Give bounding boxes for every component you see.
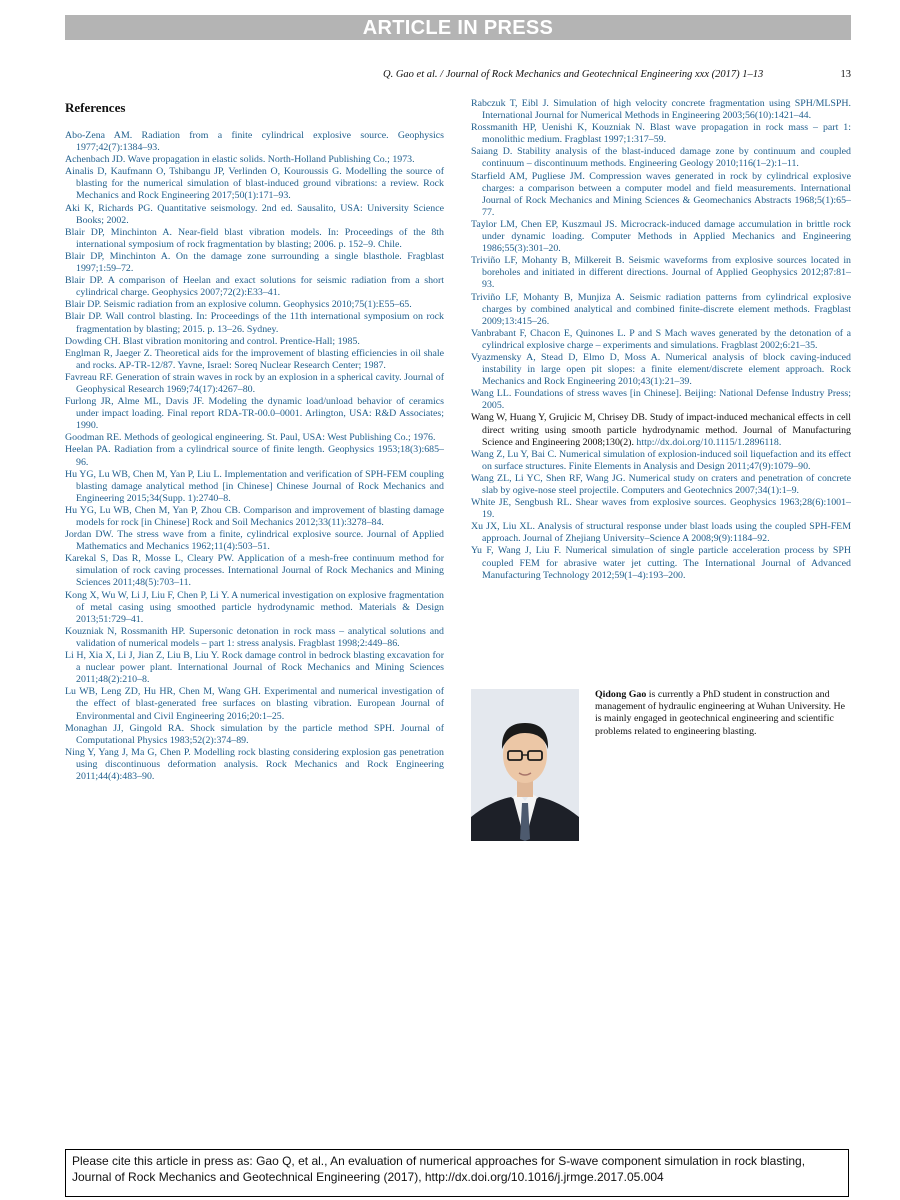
author-portrait-image <box>471 689 579 841</box>
right-column <box>471 98 851 582</box>
reference-item[interactable]: Favreau RF. Generation of strain waves in rock by an explosion in a spherical cavity. Journal of Geophysical Research 1969;74(17):4267–80. <box>65 371 444 395</box>
reference-list-left <box>65 130 444 783</box>
reference-item[interactable]: Wang ZL, Li YC, Shen RF, Wang JG. Numerical study on craters and penetration of concrete slab by ogive-nose steel projectile. Computers and Geotechnics 2007;34(1):1–9. <box>471 472 851 496</box>
reference-item[interactable]: Aki K, Richards PG. Quantitative seismology. 2nd ed. Sausalito, USA: University Science Books; 2002. <box>65 202 444 226</box>
reference-item[interactable]: Ning Y, Yang J, Ma G, Chen P. Modelling rock blasting considering explosion gas penetration using discontinuous deformation analysis. Rock Mechanics and Rock Engineering 2011;44(4):483–90. <box>65 746 444 782</box>
doi-link[interactable]: http://dx.doi.org/10.1115/1.2896118. <box>636 436 782 448</box>
reference-item[interactable]: Dowding CH. Blast vibration monitoring and control. Prentice-Hall; 1985. <box>65 335 360 347</box>
reference-item[interactable]: Xu JX, Liu XL. Analysis of structural response under blast loads using the coupled SPH-FEM approach. Journal of Zhejiang University–Science A 2008;9(9):1184–92. <box>471 521 851 545</box>
reference-item[interactable]: Hu YG, Lu WB, Chen M, Yan P, Liu L. Implementation and verification of SPH-FEM coupling blasting damage analytical method [in Chinese] Chinese Journal of Rock Mechanics and Engineering 2015;34(Supp. 1):2740–8. <box>65 468 444 504</box>
reference-item[interactable]: Kong X, Wu W, Li J, Liu F, Chen P, Li Y. A numerical investigation on explosive fragmentation of metal casing using smoothed particle hydrodynamic method. Materials & Design 2013;51:729–41. <box>65 589 444 625</box>
reference-item[interactable]: Blair DP, Minchinton A. Near-field blast vibration models. In: Proceedings of the 8th international symposium of rock fragmentation by blasting; 2006. p. 152–9. Chile. <box>65 226 444 250</box>
reference-list-right <box>471 98 851 582</box>
author-photo <box>471 689 579 841</box>
reference-item[interactable]: Rabczuk T, Eibl J. Simulation of high velocity concrete fragmentation using SPH/MLSPH. International Journal for Numerical Methods in Engineering 2003;56(10):1421–44. <box>471 98 851 122</box>
reference-item[interactable]: Vanbrabant F, Chacon E, Quinones L. P and S Mach waves generated by the detonation of a cylindrical explosive charge – experiments and simulations. Fragblast 2002;6:21–35. <box>471 327 851 351</box>
reference-item[interactable]: Saiang D. Stability analysis of the blast-induced damage zone by continuum and coupled continuum – discontinuum methods. Engineering Geology 2010;116(1–2):1–11. <box>471 146 851 170</box>
running-head <box>65 69 851 83</box>
reference-item[interactable]: Blair DP, Minchinton A. On the damage zone surrounding a single blasthole. Fragblast 1997;1:59–72. <box>65 250 444 275</box>
author-name: Qidong Gao <box>595 689 647 700</box>
reference-item[interactable]: Furlong JR, Alme ML, Davis JF. Modeling the dynamic load/unload behavior of ceramics under impact loading. Final report RDA-TR-00.0–0001. Arlington, USA: R&D Associates; 1990. <box>65 396 444 432</box>
reference-item[interactable]: Wang LL. Foundations of stress waves [in Chinese]. Beijing: National Defense Industry Press; 2005. <box>471 388 851 412</box>
reference-item[interactable]: Triviño LF, Mohanty B, Munjiza A. Seismic radiation patterns from cylindrical explosive charges by combined analytical and combined finite-discrete element methods. Fragblast 2009;13:415–26. <box>471 291 851 327</box>
reference-item[interactable]: Karekal S, Das R, Mosse L, Cleary PW. Application of a mesh-free continuum method for simulation of rock caving processes. International Journal of Rock Mechanics and Mining Sciences 2011;48(5):703–11. <box>65 553 444 589</box>
reference-item[interactable]: Li H, Xia X, Li J, Jian Z, Liu B, Liu Y. Rock damage control in bedrock blasting excavation for a nuclear power plant. International Journal of Rock Mechanics and Mining Sciences 2011;48(2):210–8. <box>65 650 444 686</box>
reference-text: Wang W, Huang Y, Grujicic M, Chrisey DB. Study of impact-induced mechanical effects in cell direct writing using smooth particle hydrodynamic method. Journal of Manufacturing Science and Engineering 2008;130(2). <box>471 412 851 448</box>
reference-item[interactable]: Abo-Zena AM. Radiation from a finite cylindrical explosive source. Geophysics 1977;42(7):1384–93. <box>65 130 444 154</box>
reference-item[interactable]: Ainalis D, Kaufmann O, Tshibangu JP, Verlinden O, Kouroussis G. Modelling the source of blasting for the numerical simulation of blast-induced ground vibrations: a review. Rock Mechanics and Rock Engineering 2017;50(1):171–93. <box>65 166 444 202</box>
reference-item[interactable]: Monaghan JJ, Gingold RA. Shock simulation by the particle method SPH. Journal of Computational Physics 1983;52(2):374–89. <box>65 722 444 746</box>
left-column <box>65 98 444 783</box>
reference-item[interactable]: White JE, Sengbush RL. Shear waves from explosive sources. Geophysics 1963;28(6):1001–19. <box>471 497 851 521</box>
author-description: is currently a PhD student in construction and management of hydraulic engineering at Wuhan University. He is mainly engaged in geotechnical engineering and scientific problems related to engineering blasting. <box>595 689 845 737</box>
reference-item[interactable]: Jordan DW. The stress wave from a finite, cylindrical explosive source. Journal of Applied Mathematics and Mechanics 1962;11(4):503–51. <box>65 529 444 553</box>
reference-item[interactable]: Blair DP. Wall control blasting. In: Proceedings of the 11th international symposium on rock fragmentation by blasting; 2015. p. 13–26. Sydney. <box>65 311 444 335</box>
reference-item[interactable]: Kouzniak N, Rossmanith HP. Supersonic detonation in rock mass – analytical solutions and validation of numerical models – part 1: stress analysis. Fragblast 1998;2:449–86. <box>65 625 444 649</box>
reference-item[interactable]: Blair DP. Seismic radiation from an explosive column. Geophysics 2010;75(1):E55–65. <box>65 299 412 311</box>
references-heading: References <box>65 100 126 115</box>
reference-item-wang-w <box>471 412 851 448</box>
reference-item[interactable]: Vyazmensky A, Stead D, Elmo D, Moss A. Numerical analysis of block caving-induced instability in large open pit slopes: a finite element/discrete element approach. Rock Mechanics and Rock Engineering 2010;43(1):21–39. <box>471 351 851 388</box>
reference-item[interactable]: Lu WB, Leng ZD, Hu HR, Chen M, Wang GH. Experimental and numerical investigation of the effect of blast-generated free surfaces on blasting vibration. European Journal of Environmental and Civil Engineering 2016;20:1–25. <box>65 686 444 722</box>
page-number: 13 <box>840 69 851 80</box>
reference-item[interactable]: Starfield AM, Pugliese JM. Compression waves generated in rock by cylindrical explosive charges: a comparison between a computer model and field measurements. International Journal of Rock Mechanics and Mining Sciences & Geomechanics Abstracts 1968;5(1):65–77. <box>471 170 851 218</box>
reference-item[interactable]: Taylor LM, Chen EP, Kuszmaul JS. Microcrack-induced damage accumulation in brittle rock under dynamic loading. Computer Methods in Applied Mechanics and Engineering 1986;55(3):301–20. <box>471 218 851 255</box>
reference-item[interactable]: Goodman RE. Methods of geological engineering. St. Paul, USA: West Publishing Co.; 1976. <box>65 432 436 444</box>
reference-item[interactable]: Englman R, Jaeger Z. Theoretical aids for the improvement of blasting efficiencies in oil shale and rocks. AP-TR-12/87. Yavne, Israel: Soreq Nuclear Research Center; 1987. <box>65 347 444 371</box>
citation-notice: Please cite this article in press as: Gao Q, et al., An evaluation of numerical approaches for S-wave component simulation in rock blasting, Journal of Rock Mechanics and Geotechnical Engineering (2017), http://dx.doi.org/10.1016/j.jrmge.2017.05.004 <box>65 1149 849 1197</box>
reference-item[interactable]: Triviño LF, Mohanty B, Milkereit B. Seismic waveforms from explosive sources located in boreholes and initiated in different directions. Journal of Applied Geophysics 2012;87:81–93. <box>471 255 851 291</box>
reference-item[interactable]: Achenbach JD. Wave propagation in elastic solids. North-Holland Publishing Co.; 1973. <box>65 154 415 166</box>
journal-citation: Q. Gao et al. / Journal of Rock Mechanics and Geotechnical Engineering xxx (2017) 1–13 <box>383 69 764 80</box>
reference-item[interactable]: Hu YG, Lu WB, Chen M, Yan P, Zhou CB. Comparison and improvement of blasting damage models for rock [in Chinese] Rock and Soil Mechanics 2012;33(11):3278–84. <box>65 504 444 528</box>
author-bio-text <box>595 689 851 738</box>
article-in-press-banner: ARTICLE IN PRESS <box>65 15 851 40</box>
author-biography <box>471 689 851 841</box>
reference-item[interactable]: Yu F, Wang J, Liu F. Numerical simulation of single particle acceleration process by SPH coupled FEM for abrasive water jet cutting. The International Journal of Advanced Manufacturing Technology 2012;59(1–4):193–200. <box>471 545 851 581</box>
reference-item[interactable]: Blair DP. A comparison of Heelan and exact solutions for seismic radiation from a short cylindrical charge. Geophysics 2007;72(2):E33–41. <box>65 275 444 299</box>
reference-item[interactable]: Rossmanith HP, Uenishi K, Kouzniak N. Blast wave propagation in rock mass – part 1: monolithic medium. Fragblast 1997;1:317–59. <box>471 122 851 146</box>
reference-item[interactable]: Wang Z, Lu Y, Bai C. Numerical simulation of explosion-induced soil liquefaction and its effect on surface structures. Finite Elements in Analysis and Design 2011;47(9):1079–90. <box>471 448 851 472</box>
reference-item[interactable]: Heelan PA. Radiation from a cylindrical source of finite length. Geophysics 1953;18(3):685–96. <box>65 444 444 468</box>
